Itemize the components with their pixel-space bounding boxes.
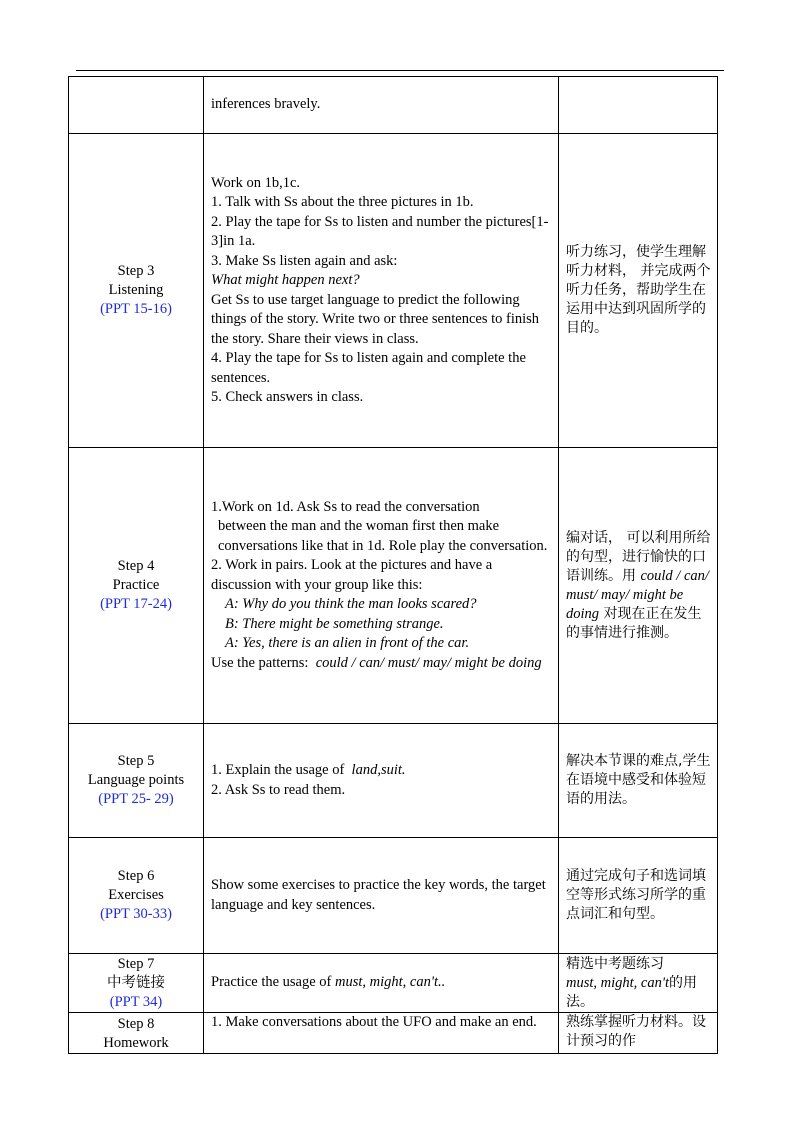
table-row xyxy=(69,77,718,134)
procedure-keywords: land,suit. xyxy=(351,762,406,778)
procedure-line: Work on 1b,1c. xyxy=(211,174,301,191)
procedure-text: 1. Explain the usage of xyxy=(211,762,345,778)
step-cell xyxy=(69,1013,204,1054)
header-rule xyxy=(76,70,724,71)
purpose-cell xyxy=(559,448,718,724)
purpose-text-pre: 精选中考题练习 xyxy=(566,955,664,972)
procedure-cell xyxy=(204,724,559,838)
procedure-text: Practice the usage of xyxy=(211,974,332,991)
purpose-text-post: 对现在正在发生的事情进行推测。 xyxy=(566,605,702,641)
table-row xyxy=(69,954,718,1013)
procedure-cell xyxy=(204,954,559,1013)
step-cell xyxy=(69,954,204,1013)
procedure-question: What might happen next? xyxy=(211,272,360,288)
procedure-line: 1. Talk with Ss about the three pictures in 1b. xyxy=(211,194,474,210)
dialogue-line: A: Why do you think the man looks scared? xyxy=(225,596,477,613)
procedure-line xyxy=(211,654,550,674)
dialogue-line: B: There might be something strange. xyxy=(225,615,444,632)
step-name: 中考链接 xyxy=(107,974,165,991)
purpose-text: 通过完成句子和选词填空等形式练习所学的重点词汇和句型。 xyxy=(566,868,706,922)
procedure-cell xyxy=(204,448,559,724)
purpose-text-italic: must, might, can't xyxy=(566,974,669,991)
procedure-line: 2. Play the tape for Ss to listen and number the pictures[1-3]in 1a. xyxy=(211,213,549,249)
patterns-list: could / can/ must/ may/ might be doing xyxy=(315,654,542,671)
procedure-line xyxy=(211,271,550,291)
step-name: Exercises xyxy=(108,887,164,903)
step-cell xyxy=(69,77,204,134)
table-row xyxy=(69,1013,718,1054)
purpose-text: 熟练掌握听力材料。设计预习的作 xyxy=(566,1014,706,1049)
purpose-cell xyxy=(559,1013,718,1054)
purpose-cell xyxy=(559,724,718,838)
procedure-line: 4. Play the tape for Ss to listen again and complete the sentences. xyxy=(211,350,526,386)
procedure-line: 2. Ask Ss to read them. xyxy=(211,781,346,798)
procedure-cell xyxy=(204,77,559,134)
lesson-plan-table xyxy=(68,76,718,1054)
purpose-text: 解决本节课的难点,学生在语境中感受和体验短语的用法。 xyxy=(566,753,711,807)
procedure-line: Show some exercises to practice the key words, the target language and key sentences. xyxy=(211,877,546,913)
step-number: Step 4 xyxy=(117,558,155,574)
procedure-line: 1.Work on 1d. Ask Ss to read the conversation xyxy=(211,498,480,515)
step-number: Step 7 xyxy=(117,955,155,972)
purpose-cell xyxy=(559,954,718,1013)
step-cell xyxy=(69,838,204,954)
ppt-ref: (PPT 34) xyxy=(109,993,163,1010)
purpose-cell xyxy=(559,77,718,134)
step-name: Homework xyxy=(103,1035,169,1051)
step-cell xyxy=(69,448,204,724)
step-cell xyxy=(69,724,204,838)
ppt-ref: (PPT 15-16) xyxy=(100,301,172,317)
procedure-line: 2. Work in pairs. Look at the pictures and have a discussion with your group like this: xyxy=(211,557,493,593)
step-number: Step 6 xyxy=(117,868,155,884)
step-name: Listening xyxy=(108,282,164,298)
procedure-line: inferences bravely. xyxy=(211,96,321,113)
step-cell xyxy=(69,134,204,448)
procedure-cell xyxy=(204,134,559,448)
procedure-keywords: must, might, can't.. xyxy=(335,974,446,991)
purpose-cell xyxy=(559,838,718,954)
purpose-text xyxy=(566,955,711,1012)
table-row xyxy=(69,448,718,724)
procedure-line: between the man and the woman first then make conversations like that in 1d. Role play the conversation. xyxy=(218,518,548,554)
purpose-text: 听力练习，使学生理解听力材料， 并完成两个听力任务，帮助学生在运用中达到巩固所学的目的。 xyxy=(566,244,711,336)
step-name: Language points xyxy=(87,772,185,788)
procedure-line: 3. Make Ss listen again and ask: xyxy=(211,252,398,269)
purpose-text xyxy=(566,529,711,643)
procedure-line: 5. Check answers in class. xyxy=(211,389,364,405)
procedure-cell xyxy=(204,1013,559,1054)
procedure-line: Get Ss to use target language to predict the following things of the story. Write two or three sentences to finish the story. Share their views in class. xyxy=(211,291,540,347)
ppt-ref: (PPT 30-33) xyxy=(100,906,172,922)
procedure-cell xyxy=(204,838,559,954)
patterns-label: Use the patterns: xyxy=(211,654,309,671)
purpose-text-post: 的用法。 xyxy=(566,974,697,1010)
dialogue-line: A: Yes, there is an alien in front of the car. xyxy=(225,635,470,652)
table-row xyxy=(69,724,718,838)
ppt-ref: (PPT 17-24) xyxy=(100,596,172,612)
step-number: Step 5 xyxy=(117,753,155,769)
step-name: Practice xyxy=(112,577,160,593)
table-row xyxy=(69,838,718,954)
procedure-line: 1. Make conversations about the UFO and make an end. xyxy=(211,1014,537,1030)
step-number: Step 8 xyxy=(117,1016,155,1032)
procedure-line xyxy=(211,973,550,993)
ppt-ref: (PPT 25- 29) xyxy=(98,791,174,807)
procedure-line xyxy=(211,761,550,781)
purpose-cell xyxy=(559,134,718,448)
purpose-text-pre: 编对话， 可以利用所给的句型，进行愉快的口语训练。用 xyxy=(566,529,711,584)
step-number: Step 3 xyxy=(117,263,155,279)
purpose-text-italic: could / can/ must/ may/ might be doing xyxy=(566,567,709,622)
table-row xyxy=(69,134,718,448)
